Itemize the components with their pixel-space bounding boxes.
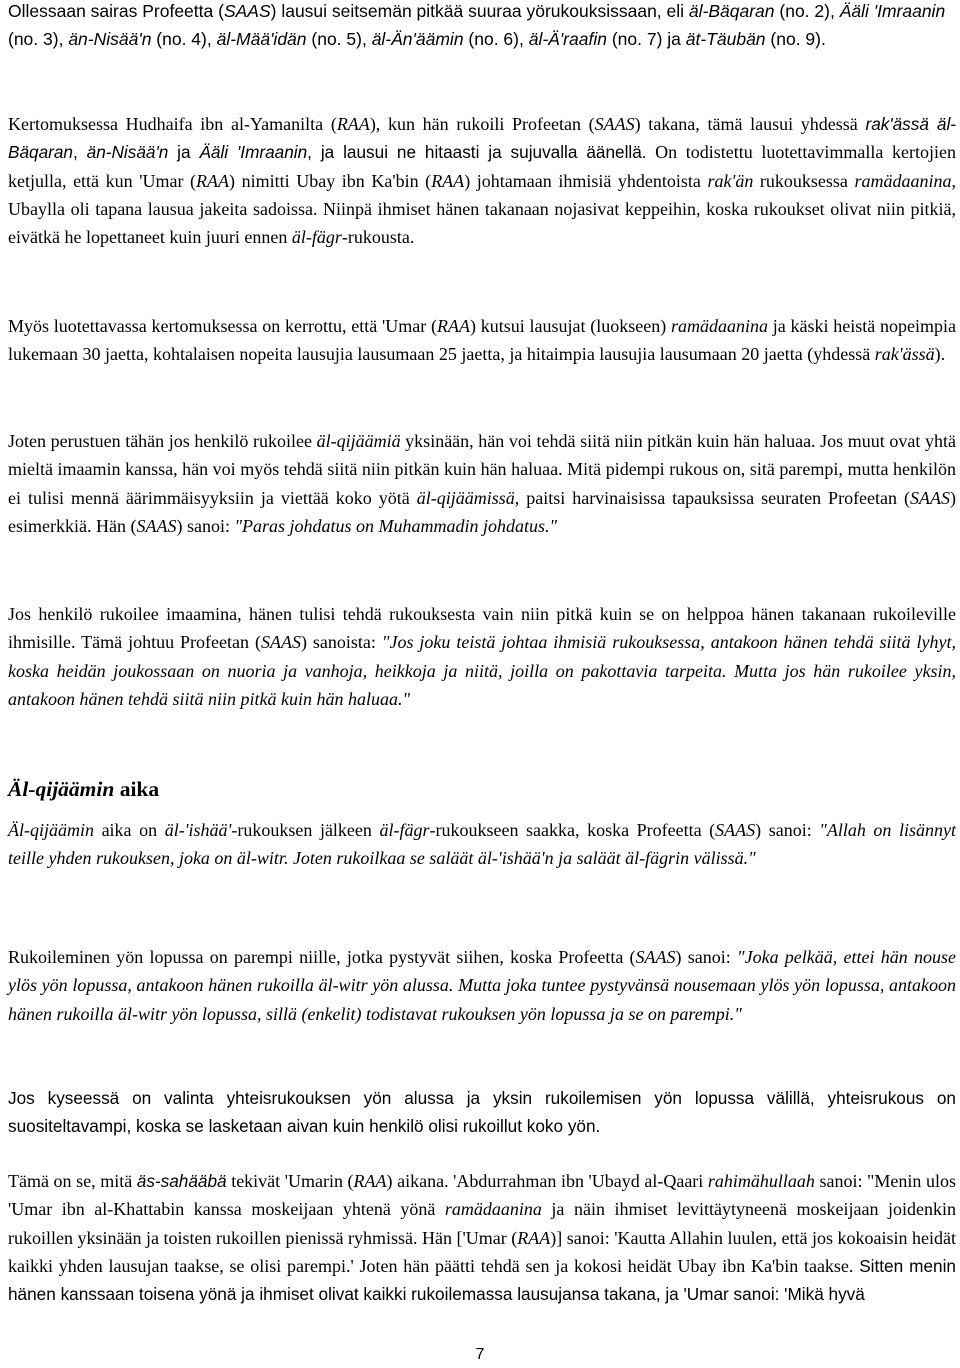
text-run: ) sanoi: <box>176 515 235 536</box>
text-run: sanoi: "Menin ulos 'Umar ibn al-Khattabin kanssa moskeijaan yhtenä yönä <box>8 1171 956 1220</box>
text-run: Jos henkilö rukoilee imaamina, hänen tulisi tehdä rukouksesta vain niin pitkä kuin se on helppoa hänen takanaan rukoileville ihmisille. Tämä johtuu Profeetan ( <box>8 604 956 653</box>
section-heading <box>8 775 159 803</box>
text-run: äl-qijäämissä <box>416 487 515 508</box>
text-run: Joten perustuen tähän jos henkilö rukoilee <box>8 431 317 451</box>
text-run: (no. 9). <box>765 29 826 49</box>
paragraph-8 <box>8 1084 956 1141</box>
text-run: On todistettu luotettavimmalla kertojien ketjulla, että kun 'Umar ( <box>8 142 956 191</box>
text-run: RAA <box>336 114 370 134</box>
text-run: (no. 3), <box>8 29 69 49</box>
heading-italic: Äl-qijäämin <box>8 777 115 801</box>
text-run: rak'ässä <box>874 344 935 365</box>
text-run: "Paras johdatus on Muhammadin johdatus." <box>234 515 558 536</box>
text-run: SAAS <box>223 1 271 21</box>
text-run: SAAS <box>136 515 177 536</box>
text-run: (no. 7) ja <box>606 29 686 49</box>
text-run: "Joka pelkää, ettei hän nouse ylös yön lopussa, antakoon hänen rukoilla äl-witr yön alussa. Mutta joka tuntee pystyvänsä nousemaan ylös yön lopussa, antakoon hänen rukoilla äl-witr yön lopussa, sillä (enkelit) todistavat rukouksen yön lopussa ja se on parempi." <box>8 947 956 1024</box>
text-run: , Ubaylla oli tapana lausua jakeita sadoissa. Niinpä ihmiset hänen takanaan nojasivat keppeihin, koska rukoukset olivat niin pitkiä, eivätkä he lopettaneet kuin juuri ennen <box>8 170 957 248</box>
text-run: -rukoukseen saakka, koska Profeetta ( <box>429 820 716 840</box>
text-run: ). <box>934 344 946 365</box>
text-run: äl-Än'äämin <box>371 29 464 49</box>
text-run: ) sanoi: <box>675 947 738 967</box>
text-run: Ääli 'Imraanin <box>199 142 308 163</box>
paragraph-1 <box>8 0 956 53</box>
text-run: ) takana, tämä lausui yhdessä <box>634 114 866 134</box>
text-run: ramädaanina <box>854 170 952 191</box>
text-run: ramädaanina <box>671 316 769 336</box>
text-run: ) johtamaan ihmisiä yhdentoista <box>464 170 708 191</box>
paragraph-7 <box>8 943 956 1028</box>
text-run: RAA <box>196 170 230 191</box>
text-run: (no. 6), <box>463 29 529 49</box>
text-run: Ollessaan sairas Profeetta ( <box>8 1 224 21</box>
text-run: "Allah on lisännyt teille yhden rukouksen, joka on äl-witr. Joten rukoilkaa se saläät äl-'ishää'n ja saläät äl-fägrin välissä." <box>8 820 956 869</box>
text-run: "Jos joku teistä johtaa ihmisiä rukouksessa, antakoon hänen tehdä siitä lyhyt, koska heidän joukossaan on nuoria ja vanhoja, heikkoja ja niitä, joilla on pakottavia tarpeita. Mutta jos hän rukoilee yksin, antakoon hänen tehdä siitä niin pitkä kuin hän haluaa." <box>8 632 956 709</box>
text-run: äl-fägr <box>379 820 430 840</box>
text-run: ) aikana. 'Abdurrahman ibn 'Ubayd al-Qaari <box>386 1171 708 1191</box>
text-run: Rukoileminen yön lopussa on parempi niille, jotka pystyvät siihen, koska Profeetta ( <box>8 947 636 967</box>
paragraph-5 <box>8 600 956 713</box>
text-run: RAA <box>517 1227 551 1248</box>
text-run: aika on <box>94 820 165 840</box>
text-run: SAAS <box>594 114 635 134</box>
text-run: Sitten menin hänen kanssaan toisena yönä ja ihmiset olivat kaikki rukoilemassa lausujansa takana, ja 'Umar sanoi: 'Mikä hyvä <box>8 1255 956 1305</box>
text-run: ja käski heistä nopeimpia lukemaan 30 jaetta, kohtalaisen nopeita lausujia lausumaan 25 jaetta, ja hitaimpia lausujia lausumaan 20 jaetta (yhdessä <box>8 316 957 365</box>
text-run: äl-Ä'raafin <box>528 29 607 49</box>
text-run: ja <box>168 142 200 163</box>
text-run: , ja lausui ne hitaasti ja sujuvalla äänellä. <box>307 142 647 163</box>
text-run: rahimähullaah <box>707 1171 815 1191</box>
text-run: ) sanoista: <box>300 632 382 653</box>
text-run: (no. 4), <box>151 29 217 49</box>
text-run: SAAS <box>260 632 301 653</box>
text-run: ), kun hän rukoili Profeetan ( <box>369 114 595 134</box>
text-run: rak'än <box>707 170 754 191</box>
text-run: ramädaanina <box>444 1199 542 1220</box>
text-run: -rukouksen jälkeen <box>231 820 380 840</box>
text-run: ät-Täubän <box>685 29 766 49</box>
text-run: rukouksessa <box>753 170 855 191</box>
paragraph-6 <box>8 816 956 873</box>
text-run: än-Nisää'n <box>86 142 169 163</box>
paragraph-3 <box>8 312 956 369</box>
text-run: ) kutsui lausujat (luokseen) <box>469 316 671 336</box>
text-run: ja näin ihmiset levittäytyneenä moskeijaan joidenkin rukoillen yksinään ja toisten rukoillen pienissä ryhmissä. Hän ['Umar ( <box>8 1199 956 1248</box>
text-run: Kertomuksessa Hudhaifa ibn al-Yamanilta ( <box>8 114 337 134</box>
text-run: Ääli 'Imraanin <box>839 1 946 21</box>
page-number: 7 <box>475 1346 485 1363</box>
text-run: äs-sahääbä <box>136 1171 227 1191</box>
text-run: RAA <box>431 170 465 191</box>
heading-rest: aika <box>114 777 160 801</box>
text-run: äl-fägr <box>291 227 342 248</box>
text-run: tekivät 'Umarin ( <box>226 1171 354 1191</box>
text-run: yksinään, hän voi tehdä siitä niin pitkän kuin hän haluaa. Jos muut ovat yhtä mieltä imaamin kanssa, hän voi myös tehdä siitä niin pitkän kuin hän haluaa. Mitä pidempi rukous on, sitä parempi, mutta henkilön ei tulisi mennä äärimmäisyyksiin ja viettää koko yötä <box>8 431 956 508</box>
text-run: Myös luotettavassa kertomuksessa on kerrottu, että 'Umar ( <box>8 316 437 336</box>
text-run: äl-Bäqaran <box>688 1 775 21</box>
text-run: Jos kyseessä on valinta yhteisrukouksen yön alussa ja yksin rukoilemisen yön lopussa välillä, yhteisrukous on suositeltavampi, koska se lasketaan aivan kuin henkilö olisi rukoillut koko yön. <box>8 1088 956 1137</box>
text-run: rak'ässä äl-Bäqaran <box>8 114 956 163</box>
text-run: än-Nisää'n <box>68 29 152 49</box>
text-run: äl-'ishää' <box>164 820 232 840</box>
paragraph-9 <box>8 1167 956 1308</box>
text-run: RAA <box>436 316 470 336</box>
text-run: , paitsi harvinaisissa tapauksissa seuraten Profeetan ( <box>514 487 910 508</box>
text-run: ) esimerkkiä. Hän ( <box>8 487 956 536</box>
text-run: SAAS <box>910 487 950 508</box>
text-run: (no. 5), <box>306 29 372 49</box>
text-run: , <box>72 142 87 163</box>
text-run: Tämä on se, mitä <box>8 1171 137 1191</box>
text-run: (no. 2), <box>774 1 840 21</box>
text-run: Äl-qijäämin <box>8 820 94 840</box>
text-run: ) sanoi: <box>755 820 820 840</box>
text-run: SAAS <box>715 820 756 840</box>
text-run: ) nimitti Ubay ibn Ka'bin ( <box>229 170 432 191</box>
text-run: )] sanoi: 'Kautta Allahin luulen, että jos kokoaisin heidät kaikki yhden lausujan taakse, se olisi parempi.' Joten hän päätti tehdä sen ja kokosi heidät Ubay ibn Ka'bin taakse. <box>8 1227 956 1276</box>
paragraph-2 <box>8 110 956 251</box>
text-run: SAAS <box>635 947 676 967</box>
text-run: äl-Mää'idän <box>216 29 307 49</box>
text-run: -rukousta. <box>341 227 415 248</box>
text-run: ) lausui seitsemän pitkää suuraa yörukouksissaan, eli <box>270 1 689 21</box>
text-run: äl-qijäämiä <box>316 431 401 451</box>
text-run: RAA <box>353 1171 387 1191</box>
paragraph-4 <box>8 427 956 540</box>
